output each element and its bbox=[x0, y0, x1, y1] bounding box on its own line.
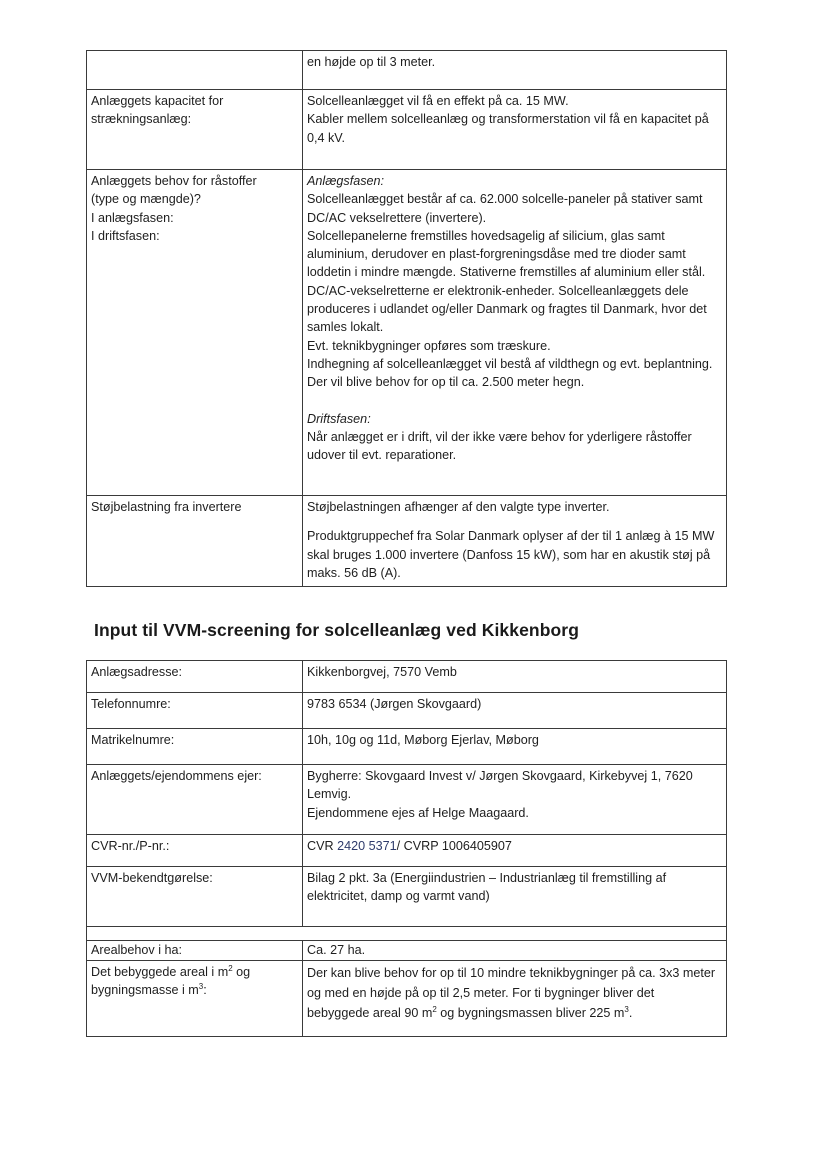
noise-text: Støjbelastningen afhænger af den valgte type inverter. Produktgruppechef fra Solar Danmark oplyser af der til 1 anlæg à 15 MW skal bruges 1.000 invertere (Danfoss 15 kW), som har en akustik støj på maks. 56 dB (A). bbox=[303, 496, 727, 587]
label-area: Arealbehov i ha: bbox=[87, 941, 303, 961]
table-row bbox=[87, 170, 727, 496]
table-row bbox=[87, 90, 727, 170]
table-cell: en højde op til 3 meter. bbox=[303, 51, 727, 90]
table-row bbox=[87, 961, 727, 1037]
row-label-raw-materials: Anlæggets behov for råstoffer (type og mængde)? I anlægsfasen: I driftsfasen: bbox=[87, 170, 303, 496]
label-cvr: CVR-nr./P-nr.: bbox=[87, 835, 303, 867]
table-row-empty bbox=[87, 927, 727, 941]
raw-materials-text: Anlægsfasen: Solcelleanlægget består af ca. 62.000 solcelle-paneler på stativer samt DC/AC vekselrettere (invertere). Solcellepanelerne fremstilles hovedsagelig af silicium, glas samt aluminium, derudover en plast-forgreningsdåse med tre dioder samt loddetin i mindre mængde. Stativerne fremstilles af aluminium eller stål. DC/AC-vekselretterne er elektronik-enheder. Solcelleanlæggets dele produceres i udlandet og/eller Danmark og fragtes til Danmark, hvor det samles lokalt. Evt. teknikbygninger opføres som træskure. Indhegning af solcelleanlægget vil bestå af vildthegn og evt. beplantning. Der vil blive behov for op til ca. 2.500 meter hegn. Driftsfasen: Når anlægget er i drift, vil der ikke være behov for yderligere råstoffer udover til evt. reparationer. bbox=[303, 170, 727, 496]
label-vvm: VVM-bekendtgørelse: bbox=[87, 867, 303, 927]
cvr-number: 2420 5371 bbox=[337, 839, 397, 853]
capacity-text: Solcelleanlægget vil få en effekt på ca. 15 MW. Kabler mellem solcelleanlæg og transformerstation vil få en kapacitet på 0,4 kV. bbox=[303, 90, 727, 170]
value-address: Kikkenborgvej, 7570 Vemb bbox=[303, 661, 727, 693]
table-row bbox=[87, 51, 727, 90]
row-label-capacity: Anlæggets kapacitet for strækningsanlæg: bbox=[87, 90, 303, 170]
value-cvr: CVR 2420 5371/ CVRP 1006405907 bbox=[303, 835, 727, 867]
value-cadastre: 10h, 10g og 11d, Møborg Ejerlav, Møborg bbox=[303, 729, 727, 765]
table-row bbox=[87, 835, 727, 867]
label-built-area: Det bebyggede areal i $m^2$ og bygningsmasse i $m^3$: bbox=[87, 961, 303, 1037]
table-row bbox=[87, 661, 727, 693]
value-owner: Bygherre: Skovgaard Invest v/ Jørgen Skovgaard, Kirkebyvej 1, 7620 Lemvig. Ejendommene ejes af Helge Maagaard. bbox=[303, 765, 727, 835]
label-owner: Anlæggets/ejendommens ejer: bbox=[87, 765, 303, 835]
table-row bbox=[87, 941, 727, 961]
row-label-noise: Støjbelastning fra invertere bbox=[87, 496, 303, 587]
label-cadastre: Matrikelnumre: bbox=[87, 729, 303, 765]
table-row bbox=[87, 496, 727, 587]
value-phone: 9783 6534 (Jørgen Skovgaard) bbox=[303, 693, 727, 729]
value-area: Ca. 27 ha. bbox=[303, 941, 727, 961]
construction-phase-heading: Anlægsfasen: bbox=[307, 174, 385, 188]
table-row bbox=[87, 729, 727, 765]
table-row bbox=[87, 867, 727, 927]
operation-phase-heading: Driftsfasen: bbox=[307, 411, 371, 426]
table-row bbox=[87, 765, 727, 835]
table-screening-input bbox=[86, 660, 727, 1037]
label-address: Anlægsadresse: bbox=[87, 661, 303, 693]
value-built-area: Der kan blive behov for op til 10 mindre teknikbygninger på ca. 3x3 meter og med en højde på op til 2,5 meter. For ti bygninger bliver det bebyggede areal 90 $m^2$ og bygningsmassen bliver 225 $m^3$. bbox=[303, 961, 727, 1037]
value-vvm: Bilag 2 pkt. 3a (Energiindustrien – Industrianlæg til fremstilling af elektricitet, damp og varmt vand) bbox=[303, 867, 727, 927]
label-phone: Telefonnumre: bbox=[87, 693, 303, 729]
table-project-details bbox=[86, 50, 727, 587]
table-row bbox=[87, 693, 727, 729]
section-title: Input til VVM-screening for solcelleanlæg ved Kikkenborg bbox=[94, 620, 579, 640]
